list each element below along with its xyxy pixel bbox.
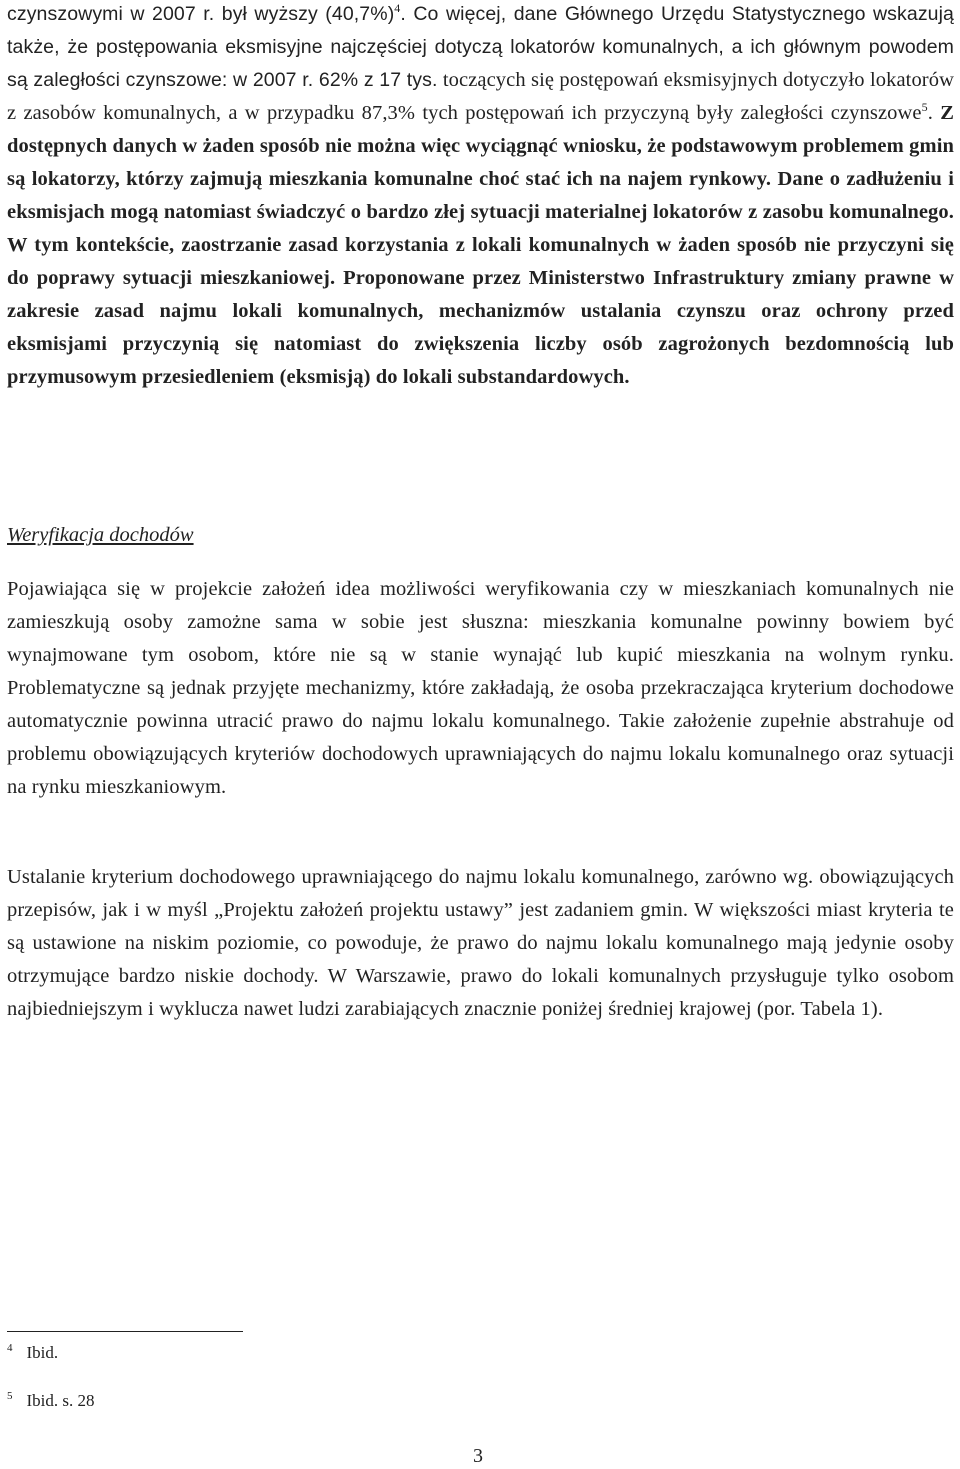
footnote-ref-4: 4 <box>394 1 401 16</box>
paragraph1-sentence1-end: . Co więcej, dane Głównego Urzędu Statystycznego wskazują także, że postępowania eksmisyjne najczęściej dotyczą lokatorów komunalnych, a ich głównym powodem są zaległości czynszowe: w 2007 r. 62% z 17 tys. <box>7 3 954 91</box>
footnote-text: Ibid. s. 28 <box>26 1391 95 1410</box>
footnote-divider <box>7 1331 243 1332</box>
footnote-4 <box>7 1342 407 1364</box>
paragraph1-sentence1: czynszowymi w 2007 r. był wyższy (40,7%) <box>7 3 395 25</box>
footnote-text: Ibid. <box>26 1343 59 1362</box>
paragraph1-sentence2-end: . <box>927 102 933 124</box>
paragraph1-bold-conclusion: Z dostępnych danych w żaden sposób nie można więc wyciągnąć wniosku, że podstawowym problemem gmin są lokatorzy, którzy zajmują mieszkania komunalne choć stać ich na najem rynkowy. Dane o zadłużeniu i eksmisjach mogą natomiast świadczyć o bardzo złej sytuacji materialnej lokatorów z zasobu komunalnego. W tym kontekście, zaostrzanie zasad korzystania z lokali komunalnych w żaden sposób nie przyczyni się do poprawy sytuacji mieszkaniowej. Proponowane przez Ministerstwo Infrastruktury zmiany prawne w zakresie zasad najmu lokali komunalnych, mechanizmów ustalania czynszu oraz ochrony przed eksmisjami przyczynią się natomiast do zwiększenia liczby osób zagrożonych bezdomnością lub przymusowym przesiedleniem (eksmisją) do lokali substandardowych. <box>7 102 955 388</box>
paragraph-income-criteria: Ustalanie kryterium dochodowego uprawniającego do najmu lokalu komunalnego, zarówno wg. obowiązujących przepisów, jak i w myśl „Projektu założeń projektu ustawy” jest zadaniem gmin. W większości miast kryteria te są ustawione na niskim poziomie, co powoduje, że prawo do najmu lokalu komunalnego mają jedynie osoby otrzymujące bardzo niskie dochody. W Warszawie, prawo do lokali komunalnych przysługuje tylko osobom najbiedniejszym i wyklucza nawet ludzi zarabiających znacznie poniżej średniej krajowej (por. Tabela 1). <box>7 866 954 1020</box>
footnote-number: 5 <box>7 1390 13 1403</box>
footnote-number: 4 <box>7 1342 13 1355</box>
footnote-5 <box>7 1390 407 1412</box>
footnote-ref-5: 5 <box>921 100 928 115</box>
paragraph1-sentence2: toczących się postępowań eksmisyjnych dotyczyło lokatorów z zasobów komunalnych, a w przypadku 87,3% tych postępowań ich przyczyną były zaległości czynszowe <box>7 69 954 124</box>
paragraph-housing-debt <box>7 0 954 394</box>
paragraph-income-verification: Pojawiająca się w projekcie założeń idea możliwości weryfikowania czy w mieszkaniach komunalnych nie zamieszkują osoby zamożne sama w sobie jest słuszna: mieszkania komunalne powinny bowiem być wynajmowane tym osobom, które nie są w stanie wynająć lub kupić mieszkania na wolnym rynku. Problematyczne są jednak przyjęte mechanizmy, które zakładają, że osoba przekraczająca kryterium dochodowe automatycznie powinna utracić prawo do najmu lokalu komunalnego. Takie założenie zupełnie abstrahuje od problemu obowiązujących kryteriów dochodowych uprawniających do najmu lokalu komunalnego oraz sytuacji na rynku mieszkaniowym. <box>7 578 954 798</box>
section-heading: Weryfikacja dochodów <box>7 524 194 546</box>
page-number: 3 <box>473 1445 483 1467</box>
